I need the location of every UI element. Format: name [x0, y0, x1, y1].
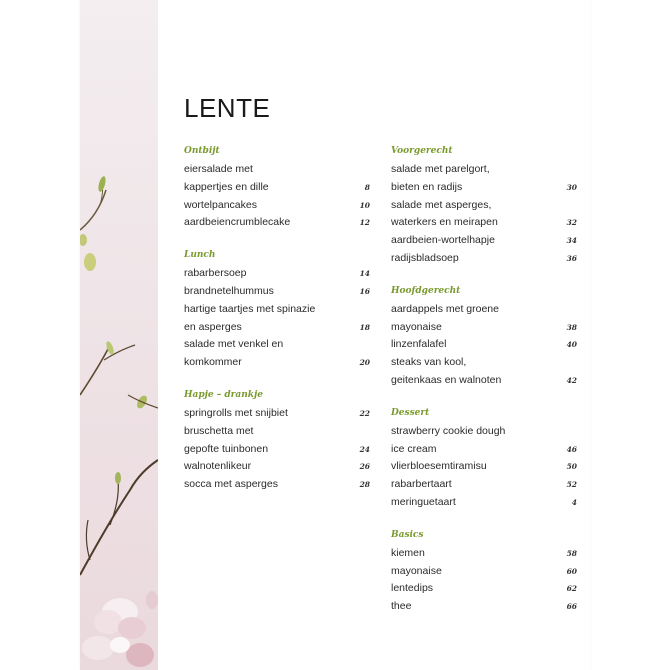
section-title: Hoofdgerecht: [391, 285, 461, 296]
toc-entry-label: strawberry cookie dough: [391, 424, 506, 437]
toc-entry: [184, 265, 370, 283]
toc-section: [391, 143, 577, 268]
toc-entry: [184, 423, 370, 441]
toc-page-number: 52: [566, 480, 577, 490]
toc-entry-label: ice cream: [391, 442, 437, 455]
toc-page-number: 32: [566, 218, 577, 228]
toc-entry: [391, 598, 577, 616]
toc-entry-label: aardbeien-wortelhapje: [391, 234, 495, 247]
toc-page-number: 14: [359, 269, 370, 279]
toc-page-number: 38: [566, 322, 577, 332]
toc-page-number: 42: [566, 375, 577, 385]
toc-entry-label: hartige taartjes met spinazie: [184, 302, 316, 315]
toc-entry: [184, 301, 370, 319]
page-title: LENTE: [184, 93, 271, 123]
toc-entry: [391, 458, 577, 476]
toc-entry: [184, 161, 370, 179]
toc-entry-label: mayonaise: [391, 320, 442, 333]
toc-entry: [184, 214, 370, 232]
toc-entry: [391, 214, 577, 232]
toc-entry-label: springrolls met snijbiet: [184, 406, 288, 419]
toc-page-number: 50: [566, 462, 577, 472]
toc-entry-label: aardappels met groene: [391, 302, 499, 315]
blossom-photo: [80, 0, 158, 670]
toc-page-number: 18: [359, 322, 370, 332]
toc-entry-label: linzenfalafel: [391, 338, 447, 351]
toc-entry: [391, 336, 577, 354]
toc-entry-label: brandnetelhummus: [184, 284, 274, 297]
toc-page-number: 4: [571, 497, 577, 507]
toc-page-number: 36: [566, 253, 577, 263]
section-title: Dessert: [391, 407, 430, 418]
section-title: Voorgerecht: [391, 146, 453, 156]
toc-page-number: 8: [364, 182, 370, 192]
toc-page-number: 62: [566, 584, 577, 594]
toc-entry-label: salade met venkel en: [184, 338, 284, 351]
toc-entry: [391, 563, 577, 581]
toc-page-number: 30: [566, 182, 577, 192]
toc-entry-label: kiemen: [391, 546, 425, 559]
toc-entry-label: steaks van kool,: [391, 356, 467, 369]
toc-section: [184, 247, 370, 372]
toc-entry: [391, 580, 577, 598]
toc-page-number: 10: [359, 200, 370, 210]
toc-entry-label: komkommer: [184, 356, 242, 369]
toc-entry: [184, 197, 370, 215]
toc-entry: [391, 250, 577, 268]
toc-column-left: [184, 143, 370, 509]
toc-entry-label: kappertjes en dille: [184, 180, 269, 193]
toc-entry-label: en asperges: [184, 320, 242, 333]
toc-entry-label: rabarbersoep: [184, 267, 247, 280]
toc-entry-label: gepofte tuinbonen: [184, 442, 269, 455]
toc-entry: [184, 319, 370, 337]
toc-entry-label: wortelpancakes: [184, 198, 257, 211]
toc-entry-label: geitenkaas en walnoten: [391, 373, 502, 386]
toc-column-right: [391, 143, 577, 631]
section-title: Basics: [391, 529, 424, 540]
toc-section: [391, 527, 577, 616]
toc-entry-label: thee: [391, 600, 412, 613]
section-title: Hapje – drankje: [184, 389, 264, 400]
toc-entry: [184, 336, 370, 354]
toc-entry-label: socca met asperges: [184, 478, 278, 491]
toc-entry-label: waterkers en meirapen: [391, 216, 498, 229]
toc-entry: [184, 405, 370, 423]
toc-entry-label: salade met parelgort,: [391, 163, 490, 175]
toc-entry-label: bieten en radijs: [391, 180, 463, 193]
toc-entry-label: rabarbertaart: [391, 478, 452, 491]
toc-entry: [391, 354, 577, 372]
toc-entry-label: lentedips: [391, 582, 434, 595]
section-title: Ontbijt: [184, 146, 220, 156]
toc-entry: [391, 179, 577, 197]
toc-entry: [391, 372, 577, 390]
toc-page-number: 16: [359, 286, 370, 296]
toc-entry: [184, 354, 370, 372]
toc-entry-label: walnotenlikeur: [184, 460, 252, 473]
toc-entry-label: aardbeiencrumblecake: [184, 216, 291, 229]
toc-entry: [184, 179, 370, 197]
toc-page-number: 66: [566, 602, 577, 612]
toc-entry: [391, 476, 577, 494]
toc-page-number: 28: [359, 480, 370, 490]
toc-entry: [391, 423, 577, 441]
toc-entry: [391, 441, 577, 459]
toc-entry: [184, 476, 370, 494]
toc-section: [184, 387, 370, 494]
toc-entry-label: salade met asperges,: [391, 198, 492, 211]
toc-page-number: 34: [566, 236, 577, 246]
section-title: Lunch: [184, 250, 216, 261]
toc-page-number: 12: [359, 218, 370, 228]
toc-entry: [391, 301, 577, 319]
toc-page-number: 26: [359, 462, 370, 472]
page: [80, 0, 590, 670]
toc-page-number: 58: [566, 548, 577, 558]
toc-section: [184, 143, 370, 232]
toc-entry: [184, 441, 370, 459]
toc-page-number: 22: [359, 408, 370, 418]
toc-entry: [391, 319, 577, 337]
toc-section: [391, 405, 577, 512]
toc-entry-label: mayonaise: [391, 564, 442, 577]
toc-entry-label: meringuetaart: [391, 495, 456, 508]
toc-entry: [184, 283, 370, 301]
toc-entry: [391, 197, 577, 215]
toc-entry-label: bruschetta met: [184, 424, 254, 437]
toc-page-number: 60: [566, 566, 577, 576]
blossom-branch-illustration: [80, 0, 158, 670]
toc-entry: [391, 232, 577, 250]
toc-entry-label: vlierbloesemtiramisu: [391, 460, 487, 473]
toc-page-number: 24: [359, 444, 370, 454]
toc-entry-label: radijsbladsoep: [391, 251, 459, 264]
toc-page-number: 20: [359, 358, 370, 368]
toc-entry: [391, 545, 577, 563]
toc-entry: [184, 458, 370, 476]
toc-entry: [391, 161, 577, 179]
toc-section: [391, 283, 577, 390]
toc-entry-label: eiersalade met: [184, 163, 253, 175]
toc-page-number: 40: [566, 340, 577, 350]
toc-page-number: 46: [566, 444, 577, 454]
toc-entry: [391, 494, 577, 512]
